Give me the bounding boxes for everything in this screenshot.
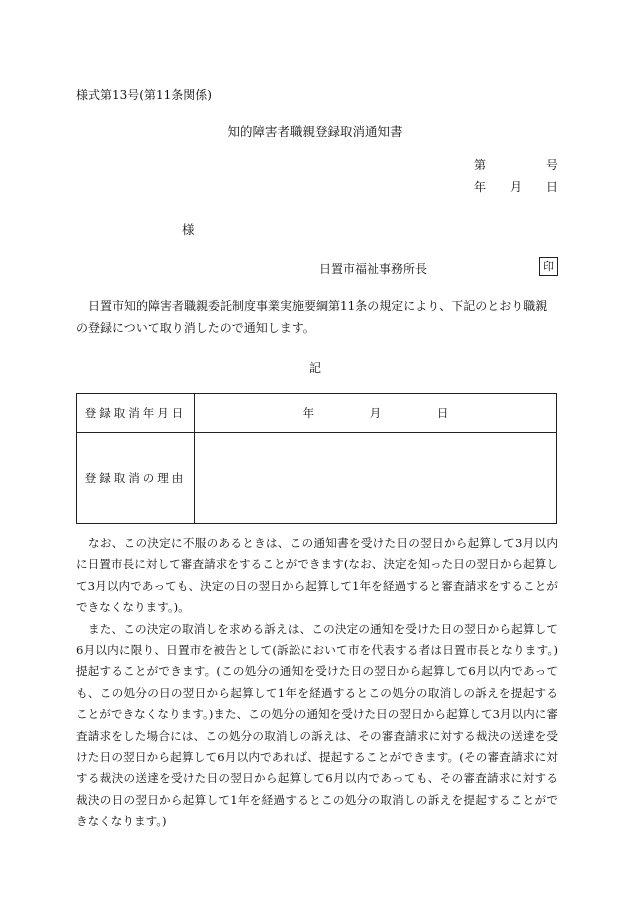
appeal-notice [76,533,558,833]
document-title: 知的障害者職親登録取消通知書 [227,124,403,139]
issue-date-day: 日 [546,180,559,194]
cancellation-date-day: 日 [436,406,449,420]
cancellation-details-table [76,393,557,524]
cancellation-date-month: 月 [369,406,382,420]
document-number-label: 第 [474,158,487,172]
table-row [77,433,557,524]
recipient-honorific: 様 [182,222,195,237]
cancellation-date-label: 登録取消年月日 [77,394,195,433]
cancellation-reason-value [195,433,557,524]
issuer-name: 日置市福祉事務所長 [319,262,428,276]
issue-date-month: 月 [510,180,523,194]
cancellation-date-value [195,394,557,433]
document-number-suffix: 号 [546,158,559,172]
seal-mark: 印 [539,257,558,276]
appeal-paragraph-review: なお、この決定に不服のあるときは、この通知書を受けた日の翌日から起算して3月以内に日置市長に対して審査請求をすることができます(なお、決定を知った日の翌日から起算して3月以内であっても、決定の日の翌日から起算して1年を経過すると審査請求をすることができなくなります。)。 [76,536,558,615]
ki-label: 記 [308,361,321,375]
form-number: 様式第13号(第11条関係) [76,88,212,102]
issue-date-year: 年 [474,180,487,194]
intro-text: 日置市知的障害者職親委託制度事業実施要綱第11条の規定により、下記のとおり職親の登録について取り消したので通知します。 [76,299,548,335]
table-row [77,394,557,433]
cancellation-date-year: 年 [302,406,315,420]
appeal-paragraph-lawsuit: また、この決定の取消しを求める訴えは、この決定の通知を受けた日の翌日から起算して6月以内に限り、日置市を被告として(訴訟において市を代表する者は日置市長となります。)提起することができます。(この処分の通知を受けた日の翌日から起算して6月以内であっても、この処分の日の翌日から起算して1年を経過するとこの処分の取消しの訴えを提起することができなくなります。)また、この処分の通知を受けた日の翌日から起算して3月以内に審査請求をした場合には、この処分の取消しの訴えは、その審査請求に対する裁決の送達を受けた日の翌日から起算して6月以内であれば、提起することができます。(その審査請求に対する裁決の送達を受けた日の翌日から起算して6月以内であっても、その審査請求に対する裁決の日の翌日から起算して1年を経過するとこの処分の取消しの訴えを提起することができなくなります。) [76,621,558,829]
cancellation-reason-label: 登録取消の理由 [77,433,195,524]
